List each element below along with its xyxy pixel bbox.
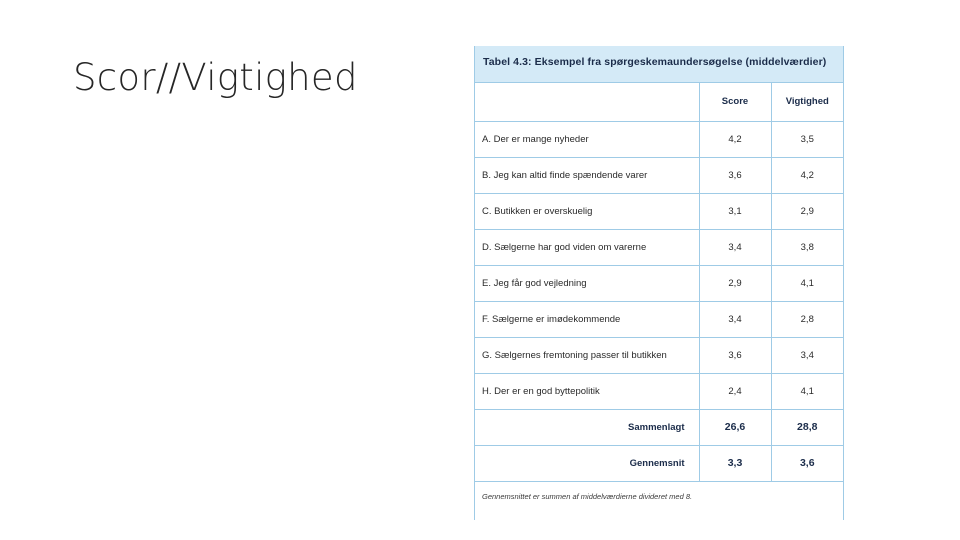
- row-importance: 4,2: [771, 157, 843, 193]
- row-importance: 2,8: [771, 301, 843, 337]
- row-score: 3,4: [699, 301, 771, 337]
- row-score: 2,9: [699, 265, 771, 301]
- row-importance: 2,9: [771, 193, 843, 229]
- row-score: 3,1: [699, 193, 771, 229]
- table-row: [475, 337, 843, 373]
- row-score: 3,6: [699, 337, 771, 373]
- total-row: [475, 409, 843, 445]
- row-label: A. Der er mange nyheder: [475, 121, 699, 157]
- survey-table: [475, 83, 843, 482]
- row-importance: 3,8: [771, 229, 843, 265]
- table-row: [475, 301, 843, 337]
- average-row: [475, 445, 843, 481]
- table-row: [475, 157, 843, 193]
- row-label: D. Sælgerne har god viden om varerne: [475, 229, 699, 265]
- table-caption: Tabel 4.3: Eksempel fra spørgeskemaundersøgelse (middelværdier): [475, 46, 843, 83]
- table-row: [475, 121, 843, 157]
- row-score: 2,4: [699, 373, 771, 409]
- total-score: 26,6: [699, 409, 771, 445]
- row-label: C. Butikken er overskuelig: [475, 193, 699, 229]
- row-importance: 4,1: [771, 373, 843, 409]
- header-cell-importance: Vigtighed: [771, 83, 843, 121]
- row-label: G. Sælgernes fremtoning passer til butikken: [475, 337, 699, 373]
- average-label: Gennemsnit: [475, 445, 699, 481]
- header-cell-label: [475, 83, 699, 121]
- row-importance: 4,1: [771, 265, 843, 301]
- total-importance: 28,8: [771, 409, 843, 445]
- row-label: B. Jeg kan altid finde spændende varer: [475, 157, 699, 193]
- row-score: 4,2: [699, 121, 771, 157]
- table-row: [475, 193, 843, 229]
- table-row: [475, 229, 843, 265]
- table-row: [475, 373, 843, 409]
- row-label: H. Der er en god byttepolitik: [475, 373, 699, 409]
- row-score: 3,4: [699, 229, 771, 265]
- total-label: Sammenlagt: [475, 409, 699, 445]
- average-score: 3,3: [699, 445, 771, 481]
- table-row: [475, 265, 843, 301]
- row-label: E. Jeg får god vejledning: [475, 265, 699, 301]
- row-label: F. Sælgerne er imødekommende: [475, 301, 699, 337]
- row-importance: 3,4: [771, 337, 843, 373]
- table-footnote: Gennemsnittet er summen af middelværdierne divideret med 8.: [482, 491, 693, 501]
- row-importance: 3,5: [771, 121, 843, 157]
- slide-title: Scor//Vigtighed: [73, 56, 358, 99]
- survey-table-figure: [474, 46, 844, 520]
- average-importance: 3,6: [771, 445, 843, 481]
- header-cell-score: Score: [699, 83, 771, 121]
- row-score: 3,6: [699, 157, 771, 193]
- table-header-row: [475, 83, 843, 121]
